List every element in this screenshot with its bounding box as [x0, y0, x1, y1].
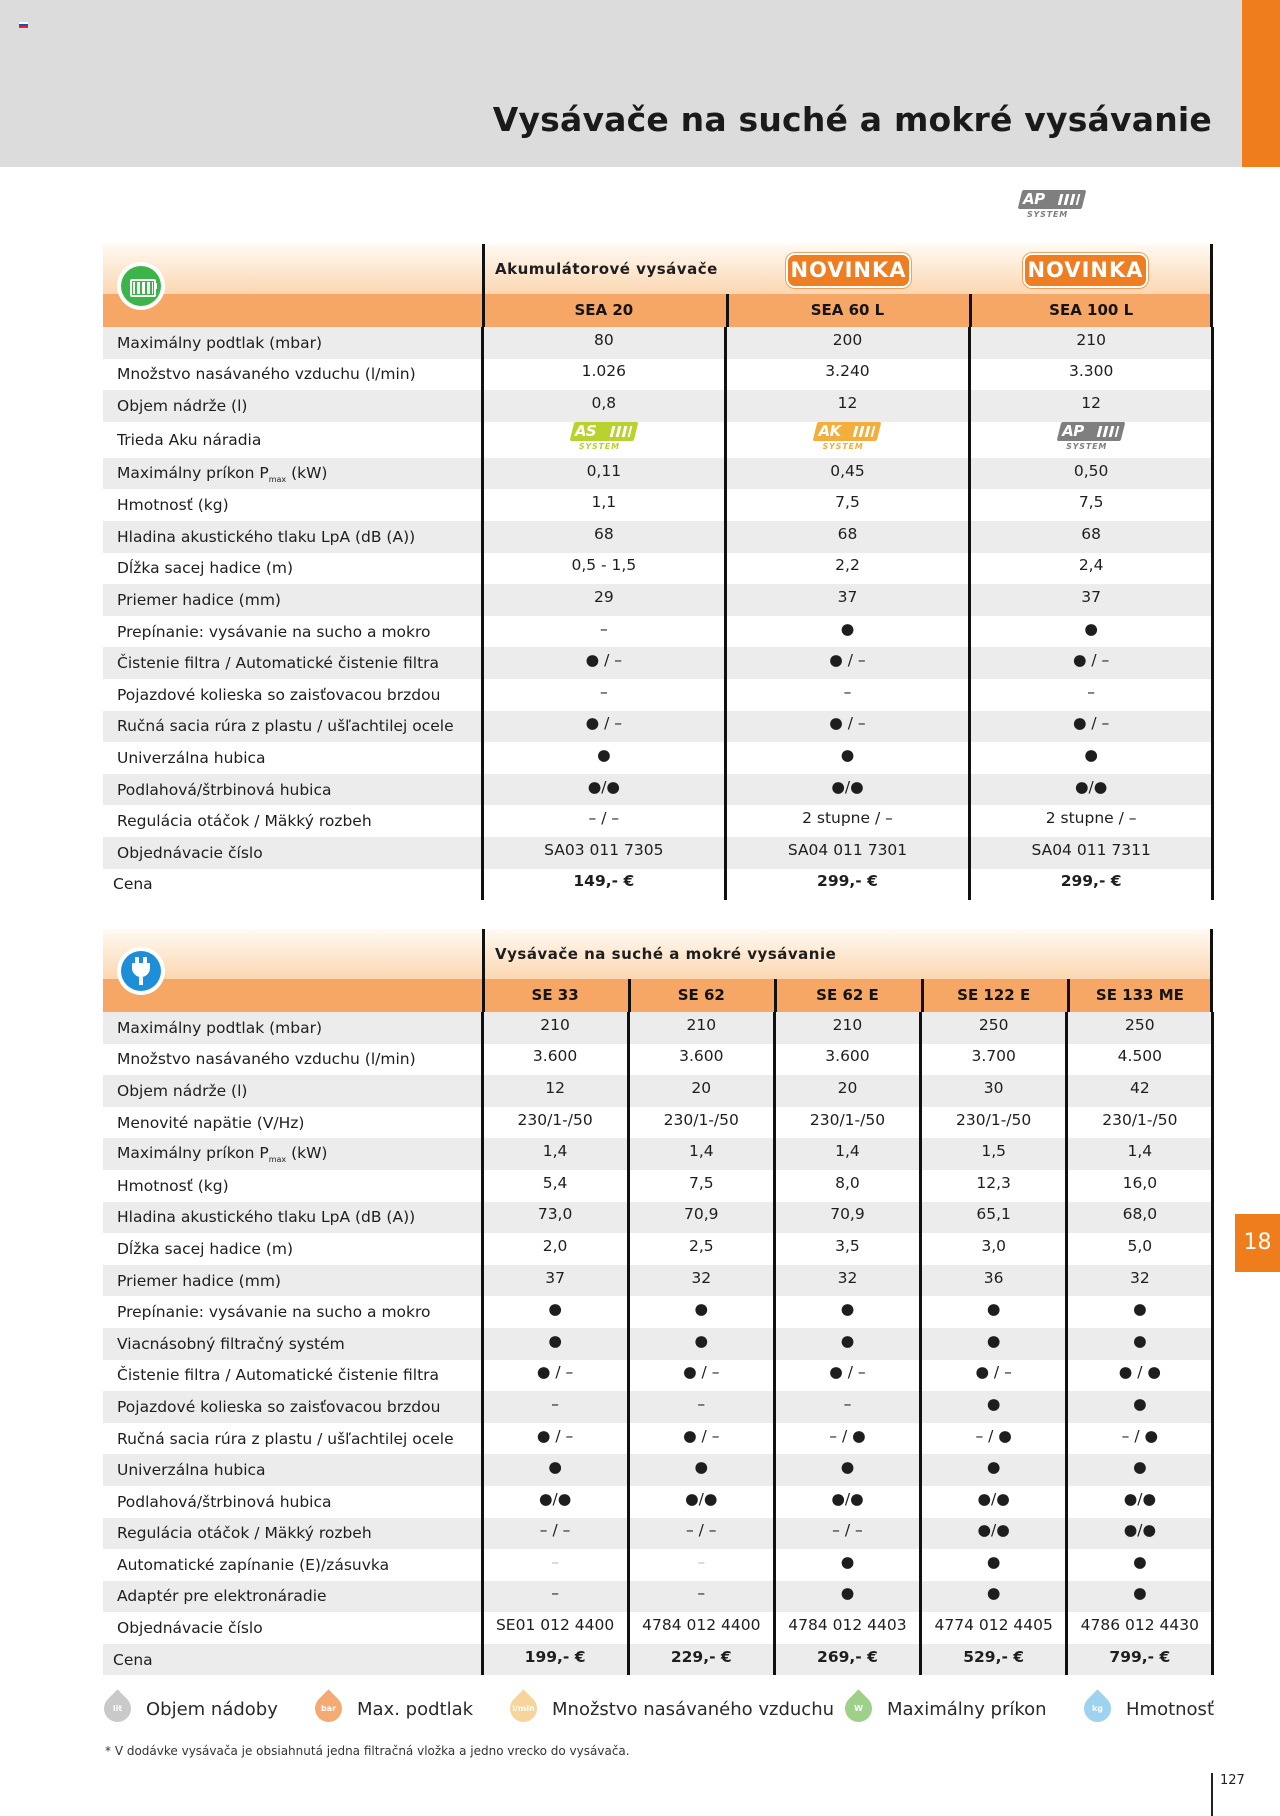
spec-value: 20 [774, 1075, 920, 1107]
spec-value: ● [774, 1296, 920, 1328]
spec-label: Čistenie filtra / Automatické čistenie filtra [103, 647, 482, 679]
spec-label: Regulácia otáčok / Mäkký rozbeh [117, 812, 372, 831]
spec-value: 7,5 [969, 489, 1213, 521]
spec-row [103, 1486, 1213, 1518]
spec-value: 230/1-/50 [628, 1107, 774, 1139]
battery-spec-table [103, 327, 1214, 900]
spec-value: 5,0 [1067, 1233, 1213, 1265]
as-system-badge: AS SYSTEM [569, 422, 639, 454]
spec-value: 210 [628, 1012, 774, 1044]
spec-value: 2,5 [628, 1233, 774, 1265]
spec-row [103, 679, 1213, 711]
spec-row [103, 1518, 1213, 1550]
spec-row [103, 774, 1213, 806]
language-flag-icon [19, 22, 28, 28]
spec-value: 3,5 [774, 1233, 920, 1265]
spec-value: 8,0 [774, 1170, 920, 1202]
spec-value: 65,1 [921, 1202, 1067, 1234]
price-value: 299,- € [726, 869, 970, 901]
spec-label: Prepínanie: vysávanie na sucho a mokro [117, 622, 431, 641]
spec-row [103, 1360, 1213, 1392]
spec-value: – [482, 616, 726, 648]
spec-value: 42 [1067, 1075, 1213, 1107]
footnote: * V dodávke vysávača je obsiahnutá jedna filtračná vložka a jedno vrecko do vysávača. [105, 1744, 630, 1758]
spec-label: Dĺžka sacej hadice (m) [117, 1239, 294, 1258]
spec-value: – / – [482, 805, 726, 837]
spec-label: Adaptér pre elektronáradie [103, 1581, 482, 1613]
spec-value: 2 stupne / – [969, 805, 1213, 837]
spec-row [103, 584, 1213, 616]
spec-value: – / – [628, 1518, 774, 1550]
spec-value: 32 [1067, 1265, 1213, 1297]
spec-value: ● [774, 1581, 920, 1613]
spec-value: 4784 012 4400 [628, 1612, 774, 1644]
legend [104, 1694, 1224, 1730]
new-badge-sea-60-l: NOVINKA [786, 253, 911, 288]
spec-value: ● / – [628, 1423, 774, 1455]
spec-row [103, 1612, 1213, 1644]
spec-label: Objem nádrže (l) [103, 1075, 482, 1107]
spec-value: – [482, 1581, 628, 1613]
spec-value: ● / – [969, 647, 1213, 679]
spec-value: 230/1-/50 [1067, 1107, 1213, 1139]
spec-value: ●/● [726, 774, 970, 806]
header-accent-bar [1242, 0, 1280, 167]
spec-label: Maximálny podtlak (mbar) [103, 327, 482, 359]
spec-value: ● / – [726, 711, 970, 743]
spec-value: 12 [726, 390, 970, 422]
spec-value: 73,0 [482, 1202, 628, 1234]
model-header: SE 62 E [816, 986, 879, 1004]
spec-label: Objednávacie číslo [103, 837, 482, 869]
spec-value: ● / – [921, 1360, 1067, 1392]
spec-label: Menovité napätie (V/Hz) [117, 1113, 305, 1132]
spec-value: 12,3 [921, 1170, 1067, 1202]
spec-value: ● [774, 1549, 920, 1581]
spec-value: – / ● [774, 1423, 920, 1455]
spec-value: 3.700 [921, 1044, 1067, 1076]
spec-value: 7,5 [628, 1170, 774, 1202]
spec-value: 0,45 [726, 458, 970, 490]
spec-value: ● [482, 1296, 628, 1328]
spec-value: 3.600 [774, 1044, 920, 1076]
spec-row [103, 521, 1213, 553]
spec-value: ● [921, 1328, 1067, 1360]
spec-value: 210 [482, 1012, 628, 1044]
spec-value: 2 stupne / – [726, 805, 970, 837]
spec-row [103, 1454, 1213, 1486]
model-header: SE 62 [677, 986, 725, 1004]
spec-value: 37 [482, 1265, 628, 1297]
ak-system-cell [726, 422, 970, 458]
spec-row [103, 1202, 1213, 1234]
spec-row [103, 711, 1213, 743]
spec-label: Množstvo nasávaného vzduchu (l/min) [117, 1050, 416, 1069]
spec-value: 29 [482, 584, 726, 616]
spec-value: 3.300 [969, 359, 1213, 391]
spec-value: 2,0 [482, 1233, 628, 1265]
spec-row [103, 1138, 1213, 1170]
spec-row [103, 647, 1213, 679]
model-header: SEA 60 L [810, 301, 885, 319]
battery-vacuums-table [103, 244, 1213, 900]
spec-value: ● / – [628, 1360, 774, 1392]
spec-row [103, 1265, 1213, 1297]
price-value: 229,- € [628, 1644, 774, 1676]
spec-value: ● [628, 1454, 774, 1486]
spec-value: – / – [774, 1518, 920, 1550]
legend-text: Objem nádoby [146, 1699, 278, 1720]
spec-value: SA04 011 7301 [726, 837, 970, 869]
spec-label: Hmotnosť (kg) [117, 1176, 229, 1195]
spec-value: ● [1067, 1328, 1213, 1360]
spec-value: ● [482, 742, 726, 774]
spec-label: Prepínanie: vysávanie na sucho a mokro [117, 1303, 431, 1322]
drop-icon: lit [98, 1689, 136, 1727]
price-row [103, 1644, 1213, 1676]
spec-row [103, 422, 1213, 458]
spec-value: – [774, 1391, 920, 1423]
spec-value: – [628, 1581, 774, 1613]
spec-value: 1,4 [1067, 1138, 1213, 1170]
corded-vacuums-table [103, 929, 1213, 1675]
spec-value: ● [921, 1296, 1067, 1328]
spec-value: 200 [726, 327, 970, 359]
spec-label: Maximálny príkon $P_{max}$ (kW) [103, 458, 482, 490]
spec-label: Univerzálna hubica [103, 1454, 482, 1486]
spec-value: 5,4 [482, 1170, 628, 1202]
spec-value: 1,4 [774, 1138, 920, 1170]
spec-row [103, 1423, 1213, 1455]
spec-value: SA04 011 7311 [969, 837, 1213, 869]
spec-value: ● [774, 1454, 920, 1486]
spec-value: 16,0 [1067, 1170, 1213, 1202]
spec-value: 4.500 [1067, 1044, 1213, 1076]
spec-row [103, 359, 1213, 391]
model-header: SE 122 E [957, 986, 1031, 1004]
spec-value: ● / – [482, 647, 726, 679]
spec-value: ● [921, 1549, 1067, 1581]
corded-model-row [103, 979, 1213, 1012]
spec-value: 4774 012 4405 [921, 1612, 1067, 1644]
spec-value: ●/● [1067, 1486, 1213, 1518]
spec-row [103, 458, 1213, 490]
spec-value: ● [774, 1328, 920, 1360]
spec-value: 68 [969, 521, 1213, 553]
spec-label: Podlahová/štrbinová hubica [103, 774, 482, 806]
spec-value: ●/● [482, 1486, 628, 1518]
spec-row [103, 616, 1213, 648]
spec-value: – / ● [1067, 1423, 1213, 1455]
model-header: SE 33 [531, 986, 579, 1004]
spec-value: 0,50 [969, 458, 1213, 490]
spec-value: 0,5 - 1,5 [482, 553, 726, 585]
spec-value: ●/● [921, 1518, 1067, 1550]
price-value: 799,- € [1067, 1644, 1213, 1676]
spec-value: ●/● [1067, 1518, 1213, 1550]
battery-icon [117, 262, 165, 310]
spec-value: 20 [628, 1075, 774, 1107]
spec-value: 32 [774, 1265, 920, 1297]
spec-row [103, 805, 1213, 837]
corded-group-title: Vysávače na suché a mokré vysávanie [495, 945, 837, 963]
spec-value: ● [1067, 1454, 1213, 1486]
spec-value: – [482, 1549, 628, 1581]
spec-value: 0,11 [482, 458, 726, 490]
spec-label: Univerzálna hubica [117, 748, 266, 767]
spec-row [103, 1044, 1213, 1076]
spec-value: 37 [969, 584, 1213, 616]
spec-label: Priemer hadice (mm) [103, 1265, 482, 1297]
ap-system-badge: AP SYSTEM [1056, 422, 1126, 454]
spec-value: 1,1 [482, 489, 726, 521]
ap-system-cell [969, 422, 1213, 458]
spec-value: 230/1-/50 [921, 1107, 1067, 1139]
spec-label: Objednávacie číslo [117, 1619, 263, 1638]
legend-text: Maximálny príkon [887, 1699, 1047, 1720]
spec-label: Automatické zapínanie (E)/zásuvka [117, 1555, 390, 1574]
spec-value: – [482, 1391, 628, 1423]
spec-value: ● [1067, 1549, 1213, 1581]
spec-row [103, 1075, 1213, 1107]
section-tab: 18 [1235, 1214, 1280, 1272]
spec-value: 7,5 [726, 489, 970, 521]
spec-value: 1,4 [482, 1138, 628, 1170]
spec-row [103, 553, 1213, 585]
spec-value: SE01 012 4400 [482, 1612, 628, 1644]
spec-value: 36 [921, 1265, 1067, 1297]
spec-value: 32 [628, 1265, 774, 1297]
spec-value: 210 [969, 327, 1213, 359]
spec-value: ● [726, 616, 970, 648]
spec-value: ● / – [774, 1360, 920, 1392]
spec-row [103, 1328, 1213, 1360]
spec-value: 12 [969, 390, 1213, 422]
battery-model-row [103, 294, 1213, 327]
price-value: 149,- € [482, 869, 726, 901]
spec-label: Hladina akustického tlaku LpA (dB (A)) [103, 1202, 482, 1234]
spec-row [103, 1391, 1213, 1423]
spec-row [103, 390, 1213, 422]
spec-value: 12 [482, 1075, 628, 1107]
as-system-cell [482, 422, 726, 458]
legend-text: Množstvo nasávaného vzduchu [552, 1699, 835, 1720]
price-value: 269,- € [774, 1644, 920, 1676]
spec-value: ●/● [482, 774, 726, 806]
spec-label: Ručná sacia rúra z plastu / ušľachtilej ocele [103, 711, 482, 743]
spec-value: ●/● [774, 1486, 920, 1518]
spec-row [103, 1296, 1213, 1328]
drop-icon: W [839, 1689, 877, 1727]
spec-value: ●/● [969, 774, 1213, 806]
spec-label: Regulácia otáčok / Mäkký rozbeh [103, 1518, 482, 1550]
drop-icon: l/min [504, 1689, 542, 1727]
price-value: 299,- € [969, 869, 1213, 901]
price-label: Cena [113, 875, 153, 894]
spec-value: – / – [482, 1518, 628, 1550]
spec-value: 210 [774, 1012, 920, 1044]
spec-value: – / ● [921, 1423, 1067, 1455]
spec-value: – [726, 679, 970, 711]
spec-value: 70,9 [774, 1202, 920, 1234]
spec-row [103, 1581, 1213, 1613]
spec-value: ● [969, 742, 1213, 774]
spec-value: – [628, 1549, 774, 1581]
spec-value: 3.600 [482, 1044, 628, 1076]
spec-value: SA03 011 7305 [482, 837, 726, 869]
spec-value: 30 [921, 1075, 1067, 1107]
price-value: 529,- € [921, 1644, 1067, 1676]
spec-value: ● / – [482, 711, 726, 743]
spec-value: 3.600 [628, 1044, 774, 1076]
spec-row [103, 1107, 1213, 1139]
spec-label: Priemer hadice (mm) [103, 584, 482, 616]
spec-value: ●/● [628, 1486, 774, 1518]
legend-text: Hmotnosť [1126, 1699, 1214, 1720]
ap-system-badge: AP SYSTEM [1017, 190, 1087, 222]
spec-row [103, 1170, 1213, 1202]
spec-row [103, 1012, 1213, 1044]
spec-value: 250 [921, 1012, 1067, 1044]
spec-value: 1.026 [482, 359, 726, 391]
spec-value: ● [482, 1454, 628, 1486]
spec-value: ● [1067, 1296, 1213, 1328]
spec-value: ● [921, 1454, 1067, 1486]
spec-label: Pojazdové kolieska so zaisťovacou brzdou [103, 1391, 482, 1423]
drop-icon: kg [1078, 1689, 1116, 1727]
spec-label: Množstvo nasávaného vzduchu (l/min) [117, 365, 416, 384]
corded-spec-table [103, 1012, 1214, 1675]
spec-value: ● / – [726, 647, 970, 679]
new-badge-sea-100-l: NOVINKA [1023, 253, 1148, 288]
plug-icon [117, 947, 165, 995]
spec-label: Podlahová/štrbinová hubica [117, 1492, 332, 1511]
corded-group-header [103, 929, 1213, 979]
spec-label: Trieda Aku náradia [117, 430, 262, 449]
spec-value: 80 [482, 327, 726, 359]
spec-value: 230/1-/50 [774, 1107, 920, 1139]
spec-value: ● / ● [1067, 1360, 1213, 1392]
spec-value: ● [1067, 1391, 1213, 1423]
spec-row [103, 1233, 1213, 1265]
spec-label: Ručná sacia rúra z plastu / ušľachtilej ocele [117, 1429, 454, 1448]
spec-value: 2,2 [726, 553, 970, 585]
spec-value: ● / – [482, 1423, 628, 1455]
spec-label: Viacnásobný filtračný systém [103, 1328, 482, 1360]
spec-label: Hladina akustického tlaku LpA (dB (A)) [103, 521, 482, 553]
ap-system-logo [1017, 190, 1087, 226]
spec-value: 68 [726, 521, 970, 553]
model-header: SE 133 ME [1095, 986, 1184, 1004]
spec-value: 3,0 [921, 1233, 1067, 1265]
spec-value: 0,8 [482, 390, 726, 422]
spec-value: 4784 012 4403 [774, 1612, 920, 1644]
price-label: Cena [103, 1644, 482, 1676]
spec-value: – [628, 1391, 774, 1423]
spec-label: Objem nádrže (l) [103, 390, 482, 422]
spec-value: 3.240 [726, 359, 970, 391]
model-header: SEA 100 L [1049, 301, 1134, 319]
price-value: 199,- € [482, 1644, 628, 1676]
spec-value: ● [482, 1328, 628, 1360]
spec-value: 230/1-/50 [482, 1107, 628, 1139]
spec-value: 250 [1067, 1012, 1213, 1044]
header-band [0, 0, 1242, 167]
spec-row [103, 742, 1213, 774]
page-number: 127 [1211, 1773, 1245, 1816]
drop-icon: bar [309, 1689, 347, 1727]
page-title: Vysávače na suché a mokré vysávanie [492, 100, 1212, 139]
legend-text: Max. podtlak [357, 1699, 474, 1720]
spec-label: Maximálny príkon $P_{max}$ (kW) [103, 1138, 482, 1170]
battery-group-header [103, 244, 1213, 294]
spec-value: ● [921, 1391, 1067, 1423]
spec-value: – [969, 679, 1213, 711]
spec-label: Pojazdové kolieska so zaisťovacou brzdou [117, 685, 441, 704]
spec-value: 1,5 [921, 1138, 1067, 1170]
spec-value: ●/● [921, 1486, 1067, 1518]
spec-row [103, 1549, 1213, 1581]
spec-value: 68 [482, 521, 726, 553]
spec-label: Dĺžka sacej hadice (m) [117, 559, 294, 578]
spec-value: 70,9 [628, 1202, 774, 1234]
spec-value: ● [726, 742, 970, 774]
spec-label: Čistenie filtra / Automatické čistenie filtra [117, 1366, 440, 1385]
spec-value: 37 [726, 584, 970, 616]
spec-value: ● / – [969, 711, 1213, 743]
spec-label: Hmotnosť (kg) [117, 496, 229, 515]
spec-value: ● [969, 616, 1213, 648]
spec-value: ● [628, 1328, 774, 1360]
price-row [103, 869, 1213, 901]
spec-row [103, 327, 1213, 359]
spec-value: ● [921, 1581, 1067, 1613]
spec-row [103, 837, 1213, 869]
spec-value: 1,4 [628, 1138, 774, 1170]
spec-value: ● [1067, 1581, 1213, 1613]
ak-system-badge: AK SYSTEM [812, 422, 882, 454]
spec-value: 68,0 [1067, 1202, 1213, 1234]
spec-value: ● [628, 1296, 774, 1328]
spec-label: Maximálny podtlak (mbar) [103, 1012, 482, 1044]
spec-value: – [482, 679, 726, 711]
spec-value: 2,4 [969, 553, 1213, 585]
spec-row [103, 489, 1213, 521]
spec-value: 4786 012 4430 [1067, 1612, 1213, 1644]
battery-group-title: Akumulátorové vysávače [495, 260, 718, 278]
model-header: SEA 20 [574, 301, 634, 319]
spec-value: ● / – [482, 1360, 628, 1392]
